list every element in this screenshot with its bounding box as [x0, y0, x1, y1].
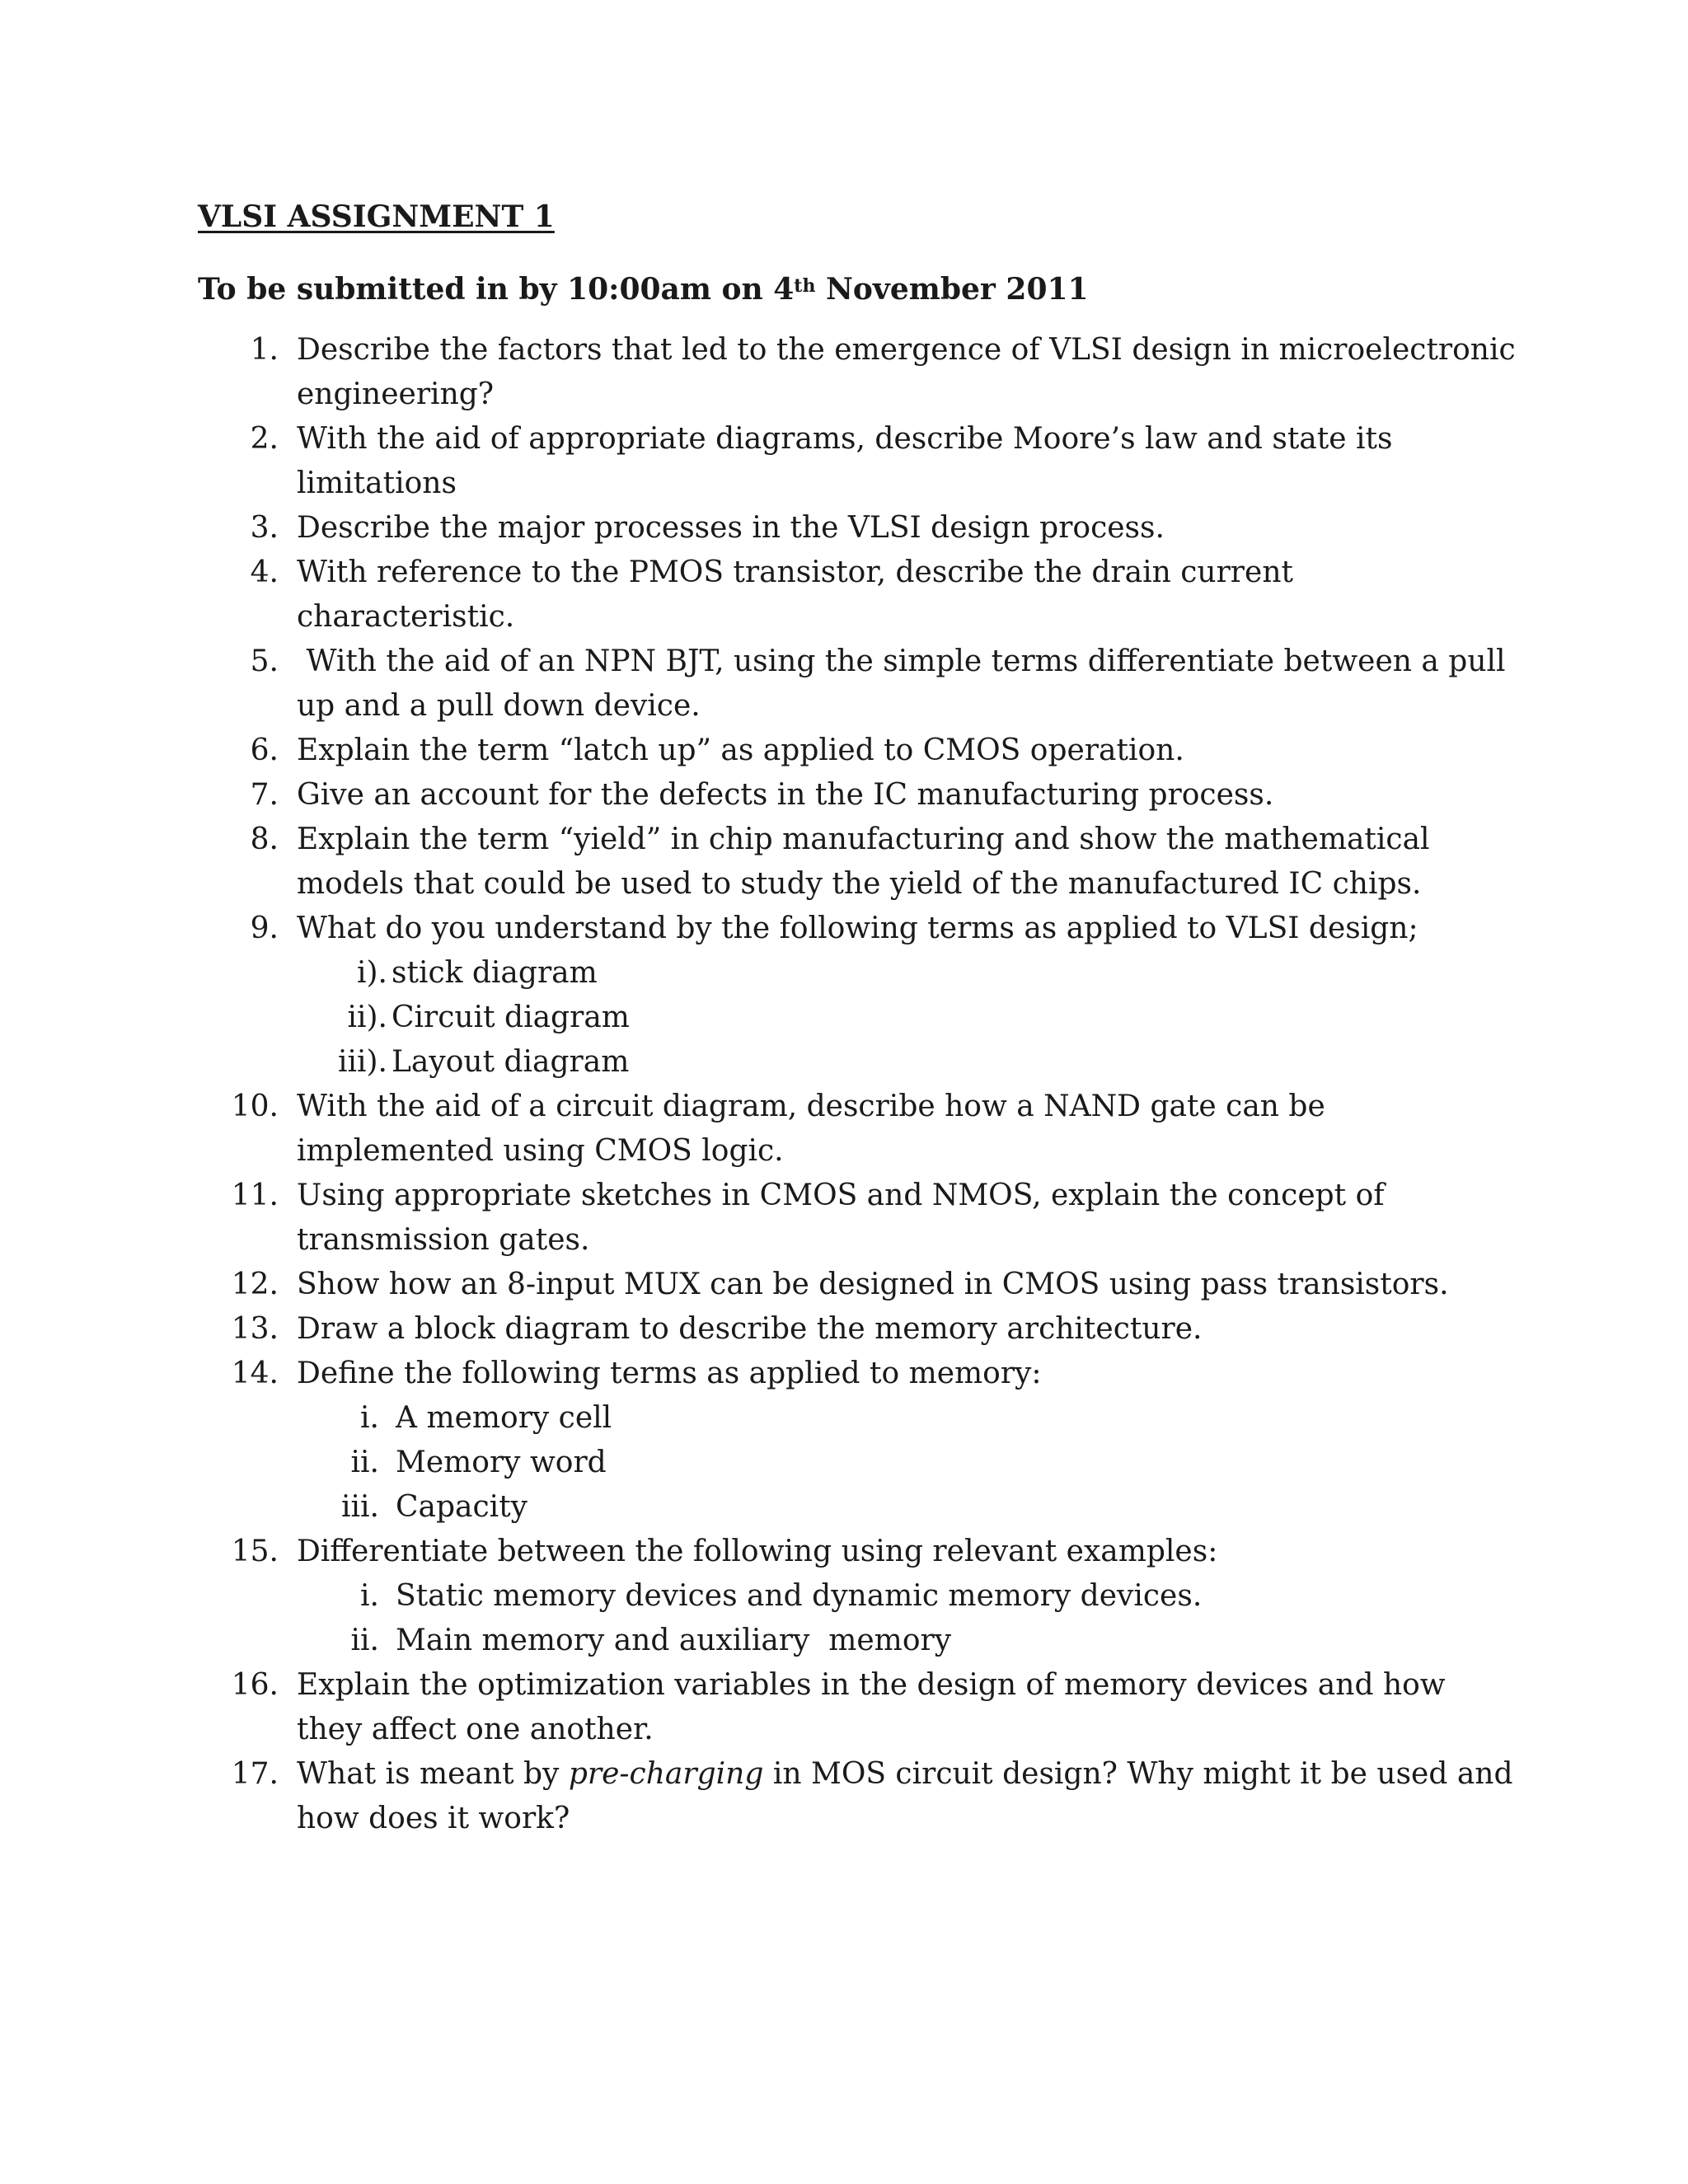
sub-item: ii). Circuit diagram [347, 1001, 630, 1034]
question-item: 3. Describe the major processes in the VLSI design process. [250, 511, 1165, 545]
sub-item: i). stick diagram [356, 956, 598, 990]
question-item: 12. Show how an 8-input MUX can be designed in CMOS using pass transistors. [231, 1268, 1449, 1301]
question-list [198, 328, 1517, 951]
sub-item: iii. Capacity [341, 1490, 528, 1524]
question-item: 7. Give an account for the defects in the IC manufacturing process. [250, 778, 1274, 812]
question-list-continued [198, 1085, 1517, 1396]
question-item: 10. With the aid of a circuit diagram, describe how a NAND gate can be implemented using CMOS logic. [231, 1090, 1325, 1168]
sub-item: i. A memory cell [360, 1401, 612, 1435]
question-9-subitems [198, 951, 1517, 1085]
submission-deadline: To be submitted in by 10:00am on 4th November 2011 [198, 272, 1089, 307]
question-item: 14. Define the following terms as applied to memory: [231, 1357, 1042, 1390]
emphasized-term: pre-charging [568, 1757, 773, 1791]
question-15-subitems [198, 1574, 1517, 1663]
sub-item: iii). Layout diagram [337, 1045, 630, 1079]
question-item: 4. With reference to the PMOS transistor, describe the drain current characteristic. [250, 555, 1293, 634]
document-page [198, 196, 1517, 1841]
question-item: 13. Draw a block diagram to describe the memory architecture. [231, 1312, 1203, 1346]
question-item: 6. Explain the term “latch up” as applied to CMOS operation. [250, 733, 1184, 767]
question-14-subitems [198, 1396, 1517, 1530]
question-list-continued-3 [198, 1663, 1517, 1841]
question-list-continued-2 [198, 1530, 1517, 1574]
question-item: 1. Describe the factors that led to the emergence of VLSI design in microelectronic engineering? [250, 333, 1516, 411]
sub-item: ii. Memory word [350, 1446, 607, 1479]
question-item: 17. What is meant by pre-charging in MOS circuit design? Why might it be used and how does it work? [231, 1757, 1513, 1835]
question-item: 15. Differentiate between the following using relevant examples: [231, 1535, 1218, 1568]
question-item: 9. What do you understand by the following terms as applied to VLSI design; [250, 912, 1418, 945]
question-item: 11. Using appropriate sketches in CMOS and NMOS, explain the concept of transmission gates. [231, 1179, 1385, 1257]
question-item: 5. With the aid of an NPN BJT, using the simple terms differentiate between a pull up and a pull down device. [250, 644, 1515, 723]
sub-item: ii. Main memory and auxiliary memory [350, 1624, 952, 1657]
assignment-title: VLSI ASSIGNMENT 1 [198, 199, 555, 234]
sub-item: i. Static memory devices and dynamic memory devices. [360, 1579, 1203, 1613]
question-item: 8. Explain the term “yield” in chip manufacturing and show the mathematical models that could be used to study the yield of the manufactured IC chips. [250, 823, 1430, 901]
question-item: 2. With the aid of appropriate diagrams, describe Moore’s law and state its limitations [250, 422, 1393, 500]
question-item: 16. Explain the optimization variables in the design of memory devices and how they affect one another. [231, 1668, 1446, 1746]
